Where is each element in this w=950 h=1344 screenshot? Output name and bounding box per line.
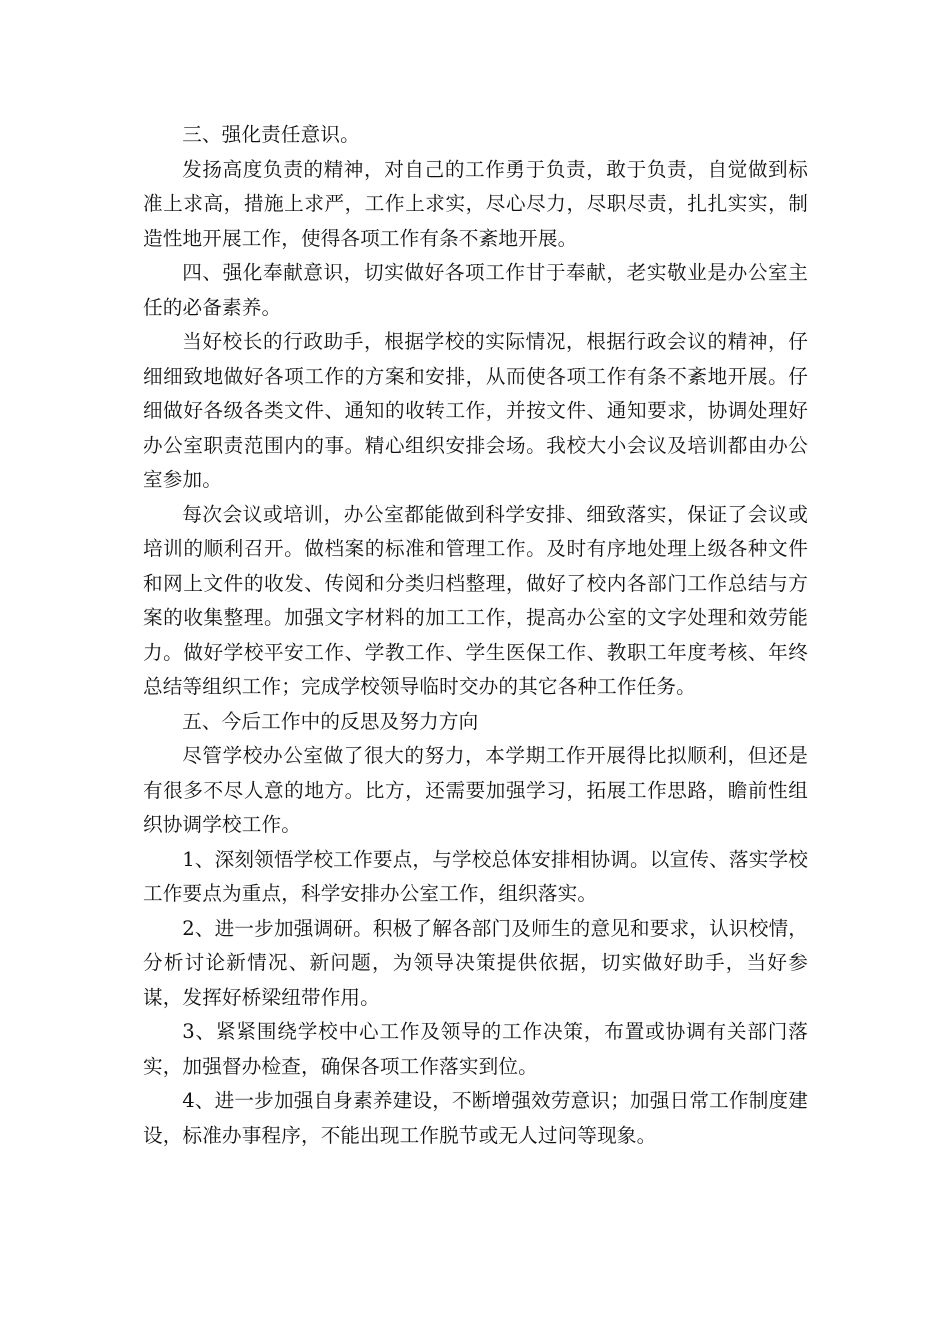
section-heading-responsibility: 三、强化责任意识。	[182, 123, 360, 146]
list-item-4: 4、进一步加强自身素养建设，不断增强效劳意识；加强日常工作制度建设，标准办事程序，不能出现工作脱节或无人过问等现象。	[143, 1089, 808, 1147]
body-paragraph: 尽管学校办公室做了很大的努力，本学期工作开展得比拟顺利，但还是有很多不尽人意的地方。比方，还需要加强学习，拓展工作思路，瞻前性组织协调学校工作。	[143, 744, 808, 836]
body-paragraph: 当好校长的行政助手，根据学校的实际情况，根据行政会议的精神，仔细细致地做好各项工作的方案和安排，从而使各项工作有条不紊地开展。仔细做好各级各类文件、通知的收转工作，并按文件、通知要求，协调处理好办公室职责范围内的事。精心组织安排会场。我校大小会议及培训都由办公室参加。	[143, 330, 808, 491]
section-heading-reflection: 五、今后工作中的反思及努力方向	[182, 709, 479, 733]
section-heading-dedication: 四、强化奉献意识，切实做好各项工作甘于奉献，老实敬业是办公室主任的必备素养。	[143, 261, 808, 319]
document-body	[143, 118, 808, 1153]
list-item-2: 2、进一步加强调研。积极了解各部门及师生的意见和要求，认识校情，分析讨论新情况、新问题，为领导决策提供依据，切实做好助手，当好参谋，发挥好桥梁纽带作用。	[143, 916, 808, 1009]
body-paragraph: 每次会议或培训，办公室都能做到科学安排、细致落实，保证了会议或培训的顺利召开。做档案的标准和管理工作。及时有序地处理上级各种文件和网上文件的收发、传阅和分类归档整理，做好了校内各部门工作总结与方案的收集整理。加强文字材料的加工工作，提高办公室的文字处理和效劳能力。做好学校平安工作、学教工作、学生医保工作、教职工年度考核、年终总结等组织工作；完成学校领导临时交办的其它各种工作任务。	[143, 502, 808, 698]
body-paragraph: 发扬高度负责的精神，对自己的工作勇于负责，敢于负责，自觉做到标准上求高，措施上求严，工作上求实，尽心尽力，尽职尽责，扎扎实实，制造性地开展工作，使得各项工作有条不紊地开展。	[143, 157, 808, 250]
list-item-3: 3、紧紧围绕学校中心工作及领导的工作决策，布置或协调有关部门落实，加强督办检查，确保各项工作落实到位。	[143, 1020, 808, 1078]
list-item-1: 1、深刻领悟学校工作要点，与学校总体安排相协调。以宣传、落实学校工作要点为重点，科学安排办公室工作，组织落实。	[143, 847, 808, 905]
